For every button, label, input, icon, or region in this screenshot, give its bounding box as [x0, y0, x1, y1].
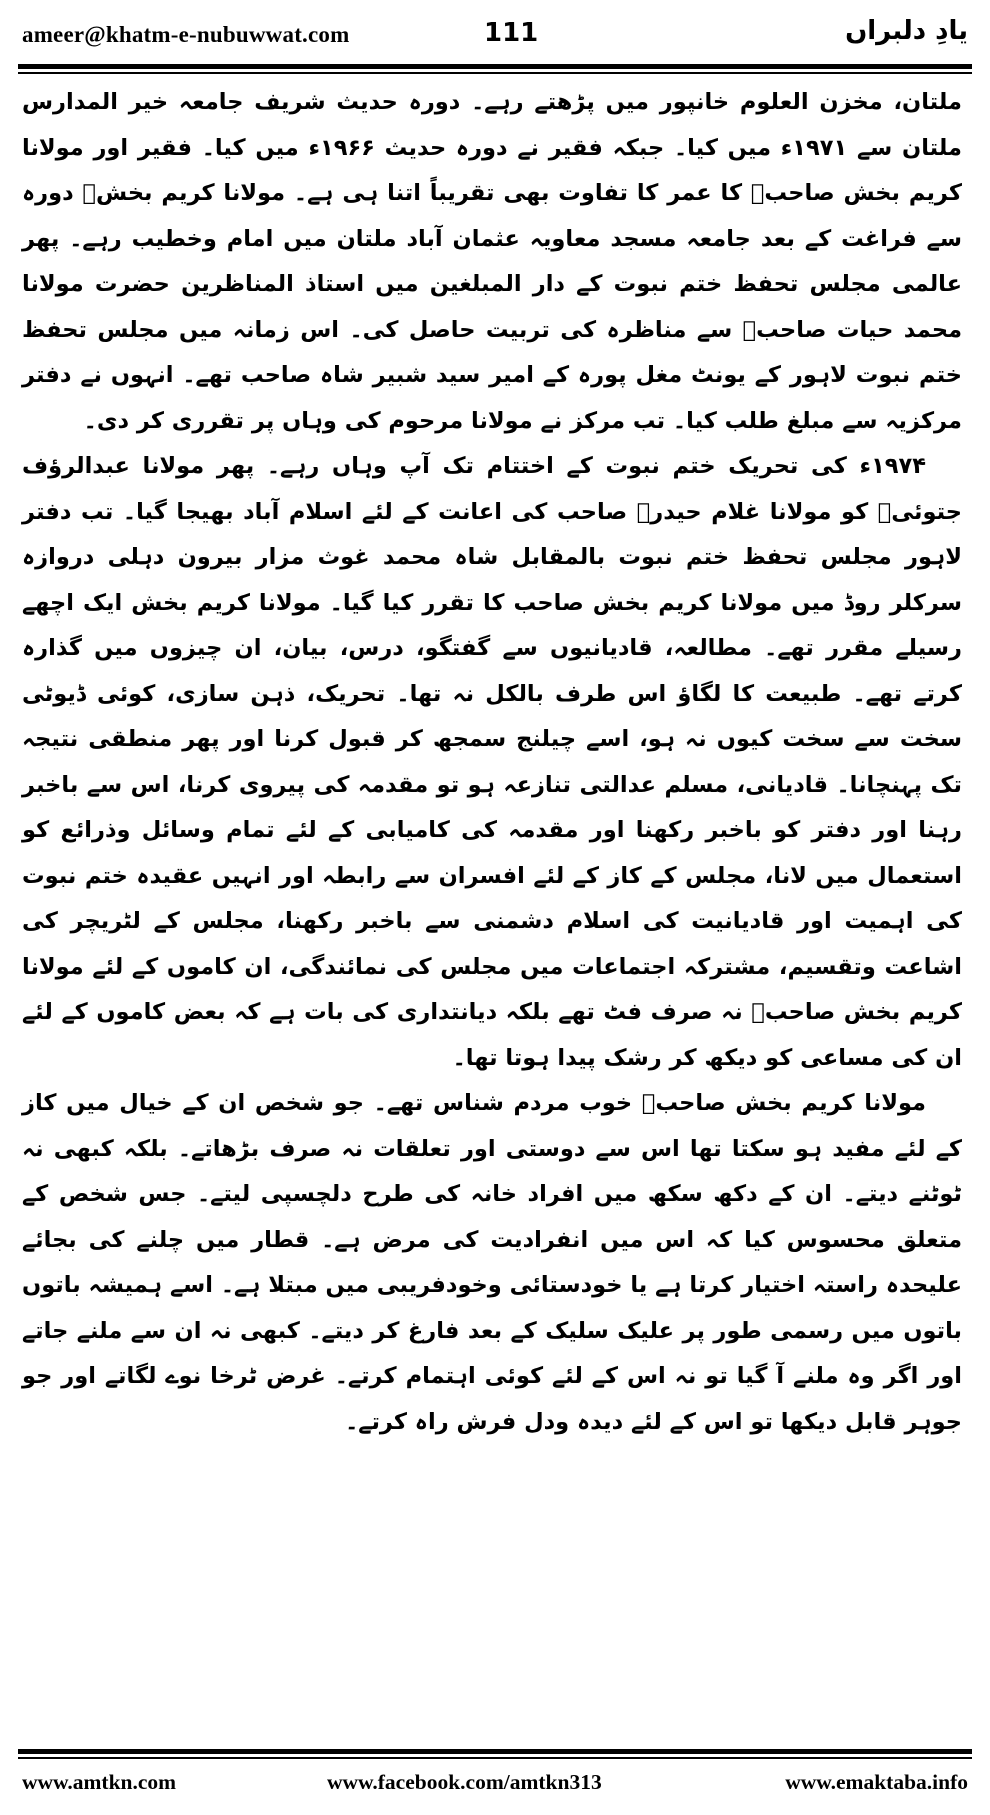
footer-rule-thin	[18, 1757, 972, 1759]
footer-link-amtkn: www.amtkn.com	[22, 1770, 177, 1794]
page-number: 111	[484, 18, 539, 48]
book-title: یادِ دلبراں	[845, 16, 968, 46]
footer-rule-thick	[18, 1749, 972, 1754]
paragraph-2: ۱۹۷۴ء کی تحریک ختم نبوت کے اختتام تک آپ وہاں رہے۔ پھر مولانا عبدالرؤف جتوئیؒ کو مولانا غلام حیدرؒ صاحب کی اعانت کے لئے اسلام آباد بھیجا گیا۔ تب دفتر لاہور مجلس تحفظ ختم نبوت بالمقابل شاہ محمد غوث مزار بیرون دہلی دروازہ سرکلر روڈ میں مولانا کریم بخش صاحب کا تقرر کیا گیا۔ مولانا کریم بخش ایک اچھے رسیلے مقرر تھے۔ مطالعہ، قادیانیوں سے گفتگو، درس، بیان، ان چیزوں میں گذارہ کرتے تھے۔ طبیعت کا لگاؤ اس طرف بالکل نہ تھا۔ تحریک، ذہن سازی، کوئی ڈیوٹی سخت سے سخت کیوں نہ ہو، اسے چیلنج سمجھ کر قبول کرنا اور پھر منطقی نتیجہ تک پہنچانا۔ قادیانی، مسلم عدالتی تنازعہ ہو تو مقدمہ کی پیروی کرنا، اس سے باخبر رہنا اور دفتر کو باخبر رکھنا اور مقدمہ کی کامیابی کے لئے تمام وسائل وذرائع کو استعمال میں لانا، مجلس کے کاز کے لئے افسران سے رابطہ اور انہیں عقیدہ ختم نبوت کی اہمیت اور قادیانیت کی اسلام دشمنی سے باخبر رکھنا، مجلس کے لٹریچر کی اشاعت وتقسیم، مشترکہ اجتماعات میں مجلس کی نمائندگی، ان کاموں کے لئے مولانا کریم بخش صاحبؒ نہ صرف فٹ تھے بلکہ دیانتداری کی بات ہے کہ بعض کاموں کے لئے ان کی مساعی کو دیکھ کر رشک پیدا ہوتا تھا۔	[22, 453, 962, 1071]
footer-link-facebook: www.facebook.com/amtkn313	[327, 1770, 602, 1794]
header-rule-thick	[18, 64, 972, 69]
paragraph-1: ملتان، مخزن العلوم خانپور میں پڑھتے رہے۔ دورہ حدیث شریف جامعہ خیر المدارس ملتان سے ۱۹۷۱ء میں کیا۔ جبکہ فقیر نے دورہ حدیث ۱۹۶۶ء میں کیا۔ فقیر اور مولانا کریم بخش صاحبؒ کا عمر کا تفاوت بھی تقریباً اتنا ہی ہے۔ مولانا کریم بخشؒ دورہ سے فراغت کے بعد جامعہ مسجد معاویہ عثمان آباد ملتان میں امام وخطیب رہے۔ پھر عالمی مجلس تحفظ ختم نبوت کے دار المبلغین میں استاذ المناظرین حضرت مولانا محمد حیات صاحبؒ سے مناظرہ کی تربیت حاصل کی۔ اس زمانہ میں مجلس تحفظ ختم نبوت لاہور کے یونٹ مغل پورہ کے امیر سید شبیر شاہ صاحب تھے۔ انہوں نے دفتر مرکزیہ سے مبلغ طلب کیا۔ تب مرکز نے مولانا مرحوم کی وہاں پر تقرری کر دی۔	[22, 89, 962, 434]
body-text	[22, 80, 962, 1725]
header-email: ameer@khatm-e-nubuwwat.com	[22, 22, 350, 47]
footer-link-emaktaba: www.emaktaba.info	[785, 1770, 968, 1794]
paragraph-3: مولانا کریم بخش صاحبؒ خوب مردم شناس تھے۔ جو شخص ان کے خیال میں کاز کے لئے مفید ہو سکتا تھا اس سے دوستی اور تعلقات نہ صرف بڑھاتے۔ بلکہ کبھی نہ ٹوٹنے دیتے۔ ان کے دکھ سکھ میں افراد خانہ کی طرح دلچسپی لیتے۔ جس شخص کے متعلق محسوس کیا کہ اس میں انفرادیت کی مرض ہے۔ قطار میں چلنے کی بجائے علیحدہ راستہ اختیار کرتا ہے یا خودستائی وخودفریبی میں مبتلا ہے۔ اسے ہمیشہ باتوں باتوں میں رسمی طور پر علیک سلیک کے بعد فارغ کر دیتے۔ کبھی نہ ان سے ملنے جاتے اور اگر وہ ملنے آ گیا تو نہ اس کے لئے کوئی اہتمام کرتے۔ غرض ٹرخا نوے لگاتے اور جو جوہر قابل دیکھا تو اس کے لئے دیدہ ودل فرش راہ کرتے۔	[22, 1090, 962, 1435]
header-rule-thin	[18, 72, 972, 74]
page-footer	[22, 1770, 968, 1800]
page-header	[22, 16, 968, 60]
